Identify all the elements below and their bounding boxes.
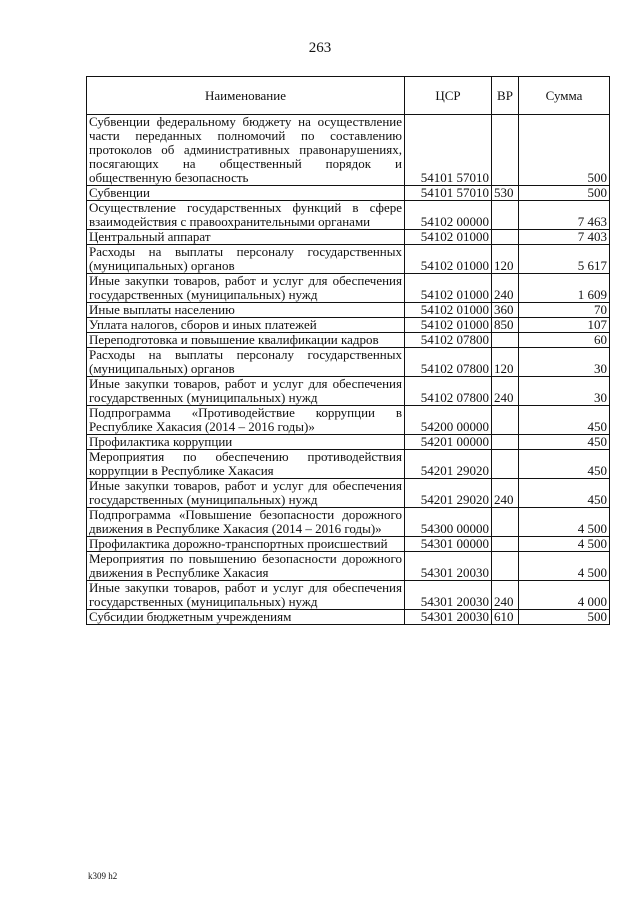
- row-name: Осуществление государственных функций в сфере взаимодействия с правоохранительными органами: [87, 201, 405, 230]
- row-name: Мероприятия по обеспечению противодействия коррупции в Республике Хакасия: [87, 450, 405, 479]
- row-sum: 4 500: [519, 537, 610, 552]
- row-name: Подпрограмма «Противодействие коррупции в Республике Хакасия (2014 – 2016 годы)»: [87, 406, 405, 435]
- table-row: [87, 581, 610, 610]
- row-vr: 850: [492, 318, 519, 333]
- table-header-row: [87, 77, 610, 115]
- row-sum: 450: [519, 450, 610, 479]
- table-row: [87, 245, 610, 274]
- row-csr: 54300 00000: [405, 508, 492, 537]
- table-row: [87, 479, 610, 508]
- row-sum: 7 403: [519, 230, 610, 245]
- row-csr: 54102 07800: [405, 348, 492, 377]
- row-name: Профилактика дорожно-транспортных происшествий: [87, 537, 405, 552]
- row-vr: 360: [492, 303, 519, 318]
- row-sum: 1 609: [519, 274, 610, 303]
- row-sum: 5 617: [519, 245, 610, 274]
- row-vr: 240: [492, 581, 519, 610]
- row-vr: [492, 552, 519, 581]
- row-vr: [492, 450, 519, 479]
- row-csr: 54301 20030: [405, 581, 492, 610]
- row-vr: 240: [492, 274, 519, 303]
- row-name: Подпрограмма «Повышение безопасности дорожного движения в Республике Хакасия (2014 – 2016 годы)»: [87, 508, 405, 537]
- row-vr: [492, 230, 519, 245]
- row-csr: 54102 00000: [405, 201, 492, 230]
- row-csr: 54301 20030: [405, 552, 492, 581]
- row-vr: 240: [492, 377, 519, 406]
- table-row: [87, 230, 610, 245]
- row-sum: 30: [519, 377, 610, 406]
- row-sum: 30: [519, 348, 610, 377]
- page-number: 263: [308, 40, 332, 56]
- row-sum: 500: [519, 610, 610, 625]
- row-csr: 54102 01000: [405, 318, 492, 333]
- table-row: [87, 552, 610, 581]
- row-csr: 54101 57010: [405, 186, 492, 201]
- row-name: Субвенции: [87, 186, 405, 201]
- table-row: [87, 303, 610, 318]
- table-row: [87, 318, 610, 333]
- row-csr: 54200 00000: [405, 406, 492, 435]
- row-sum: 70: [519, 303, 610, 318]
- row-name: Иные закупки товаров, работ и услуг для обеспечения государственных (муниципальных) нужд: [87, 479, 405, 508]
- row-csr: 54102 01000: [405, 303, 492, 318]
- row-csr: 54101 57010: [405, 115, 492, 186]
- row-name: Иные закупки товаров, работ и услуг для обеспечения государственных (муниципальных) нужд: [87, 274, 405, 303]
- row-vr: [492, 508, 519, 537]
- row-vr: [492, 406, 519, 435]
- row-vr: 240: [492, 479, 519, 508]
- table-row: [87, 406, 610, 435]
- row-name: Мероприятия по повышению безопасности дорожного движения в Республике Хакасия: [87, 552, 405, 581]
- row-vr: [492, 115, 519, 186]
- table-row: [87, 333, 610, 348]
- row-name: Центральный аппарат: [87, 230, 405, 245]
- row-csr: 54201 00000: [405, 435, 492, 450]
- table-row: [87, 348, 610, 377]
- table-row: [87, 508, 610, 537]
- row-csr: 54102 07800: [405, 333, 492, 348]
- row-csr: 54201 29020: [405, 479, 492, 508]
- row-vr: 120: [492, 348, 519, 377]
- row-sum: 450: [519, 435, 610, 450]
- column-header-sum: Сумма: [519, 77, 610, 115]
- column-header-vr: ВР: [492, 77, 519, 115]
- table-row: [87, 610, 610, 625]
- table-row: [87, 537, 610, 552]
- budget-table: [86, 76, 610, 625]
- row-csr: 54102 01000: [405, 274, 492, 303]
- row-vr: [492, 201, 519, 230]
- row-vr: 610: [492, 610, 519, 625]
- row-csr: 54301 20030: [405, 610, 492, 625]
- table-row: [87, 115, 610, 186]
- row-name: Расходы на выплаты персоналу государственных (муниципальных) органов: [87, 348, 405, 377]
- row-vr: 530: [492, 186, 519, 201]
- row-csr: 54102 01000: [405, 230, 492, 245]
- column-header-name: Наименование: [87, 77, 405, 115]
- table-row: [87, 450, 610, 479]
- table-row: [87, 435, 610, 450]
- row-sum: 500: [519, 115, 610, 186]
- row-sum: 450: [519, 479, 610, 508]
- column-header-csr: ЦСР: [405, 77, 492, 115]
- row-name: Иные выплаты населению: [87, 303, 405, 318]
- table-row: [87, 377, 610, 406]
- row-name: Переподготовка и повышение квалификации кадров: [87, 333, 405, 348]
- row-sum: 7 463: [519, 201, 610, 230]
- row-name: Уплата налогов, сборов и иных платежей: [87, 318, 405, 333]
- row-vr: 120: [492, 245, 519, 274]
- row-sum: 500: [519, 186, 610, 201]
- table-row: [87, 274, 610, 303]
- footer-code: k309 h2: [88, 871, 118, 881]
- row-sum: 4 000: [519, 581, 610, 610]
- row-vr: [492, 333, 519, 348]
- table-row: [87, 186, 610, 201]
- row-sum: 4 500: [519, 552, 610, 581]
- row-csr: 54301 00000: [405, 537, 492, 552]
- table-row: [87, 201, 610, 230]
- row-vr: [492, 435, 519, 450]
- row-name: Иные закупки товаров, работ и услуг для обеспечения государственных (муниципальных) нужд: [87, 377, 405, 406]
- row-name: Субвенции федеральному бюджету на осуществление части переданных полномочий по составлению протоколов об административных правонарушениях, посягающих на общественный порядок и общественную безопасность: [87, 115, 405, 186]
- row-csr: 54102 07800: [405, 377, 492, 406]
- row-vr: [492, 537, 519, 552]
- row-sum: 107: [519, 318, 610, 333]
- row-sum: 60: [519, 333, 610, 348]
- row-name: Профилактика коррупции: [87, 435, 405, 450]
- row-sum: 450: [519, 406, 610, 435]
- row-sum: 4 500: [519, 508, 610, 537]
- row-name: Иные закупки товаров, работ и услуг для обеспечения государственных (муниципальных) нужд: [87, 581, 405, 610]
- row-name: Расходы на выплаты персоналу государственных (муниципальных) органов: [87, 245, 405, 274]
- row-name: Субсидии бюджетным учреждениям: [87, 610, 405, 625]
- row-csr: 54102 01000: [405, 245, 492, 274]
- row-csr: 54201 29020: [405, 450, 492, 479]
